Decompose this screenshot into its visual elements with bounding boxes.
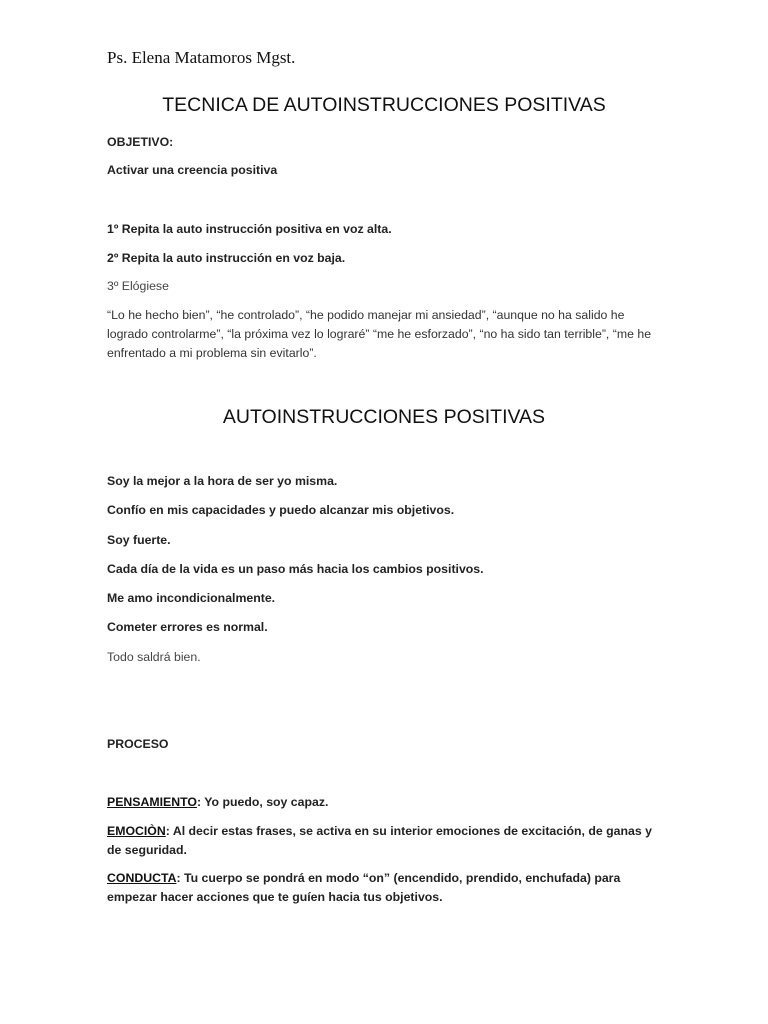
affirmation-5: Me amo incondicionalmente. (107, 591, 276, 605)
conduct-label: CONDUCTA (107, 871, 177, 885)
author-name: Ps. Elena Matamoros Mgst. (107, 48, 296, 67)
process-label: PROCESO (107, 737, 169, 751)
emotion-text: : Al decir estas frases, se activa en su interior emociones de excitación, de ganas y de seguridad. (107, 824, 652, 857)
objective-label: OBJETIVO: (107, 135, 174, 149)
section-title: AUTOINSTRUCCIONES POSITIVAS (222, 406, 546, 428)
conduct-paragraph (107, 869, 667, 907)
step-2: 2º Repita la auto instrucción en voz baja. (107, 251, 346, 265)
affirmation-3: Soy fuerte. (107, 533, 171, 547)
conduct-text: : Tu cuerpo se pondrá en modo “on” (encendido, prendido, enchufada) para empezar hacer acciones que te guíen hacia tus objetivos. (107, 871, 621, 904)
affirmation-4: Cada día de la vida es un paso más hacia los cambios positivos. (107, 562, 484, 576)
affirmation-6: Cometer errores es normal. (107, 620, 268, 634)
emotion-label: EMOCIÒN (107, 824, 166, 838)
thought-line (107, 793, 328, 811)
thought-text: : Yo puedo, soy capaz. (196, 795, 329, 809)
thought-label: PENSAMIENTO (107, 795, 197, 809)
examples-paragraph: “Lo he hecho bien”, “he controlado”, “he podido manejar mi ansiedad”, “aunque no ha salido he logrado controlarme”, “la próxima vez lo lograré” “me he esforzado”, “no ha sido tan terrible”, “me he enfrentado a mi problema sin evitarlo”. (107, 308, 652, 360)
affirmation-2: Confío en mis capacidades y puedo alcanzar mis objetivos. (107, 503, 455, 517)
main-title: TECNICA DE AUTOINSTRUCCIONES POSITIVAS (162, 94, 606, 116)
affirmation-7: Todo saldrá bien. (107, 650, 201, 664)
emotion-paragraph (107, 822, 667, 860)
step-3: 3º Elógiese (107, 279, 169, 293)
step-1: 1º Repita la auto instrucción positiva en voz alta. (107, 222, 392, 236)
affirmation-1: Soy la mejor a la hora de ser yo misma. (107, 474, 338, 488)
objective-text: Activar una creencia positiva (107, 163, 278, 177)
